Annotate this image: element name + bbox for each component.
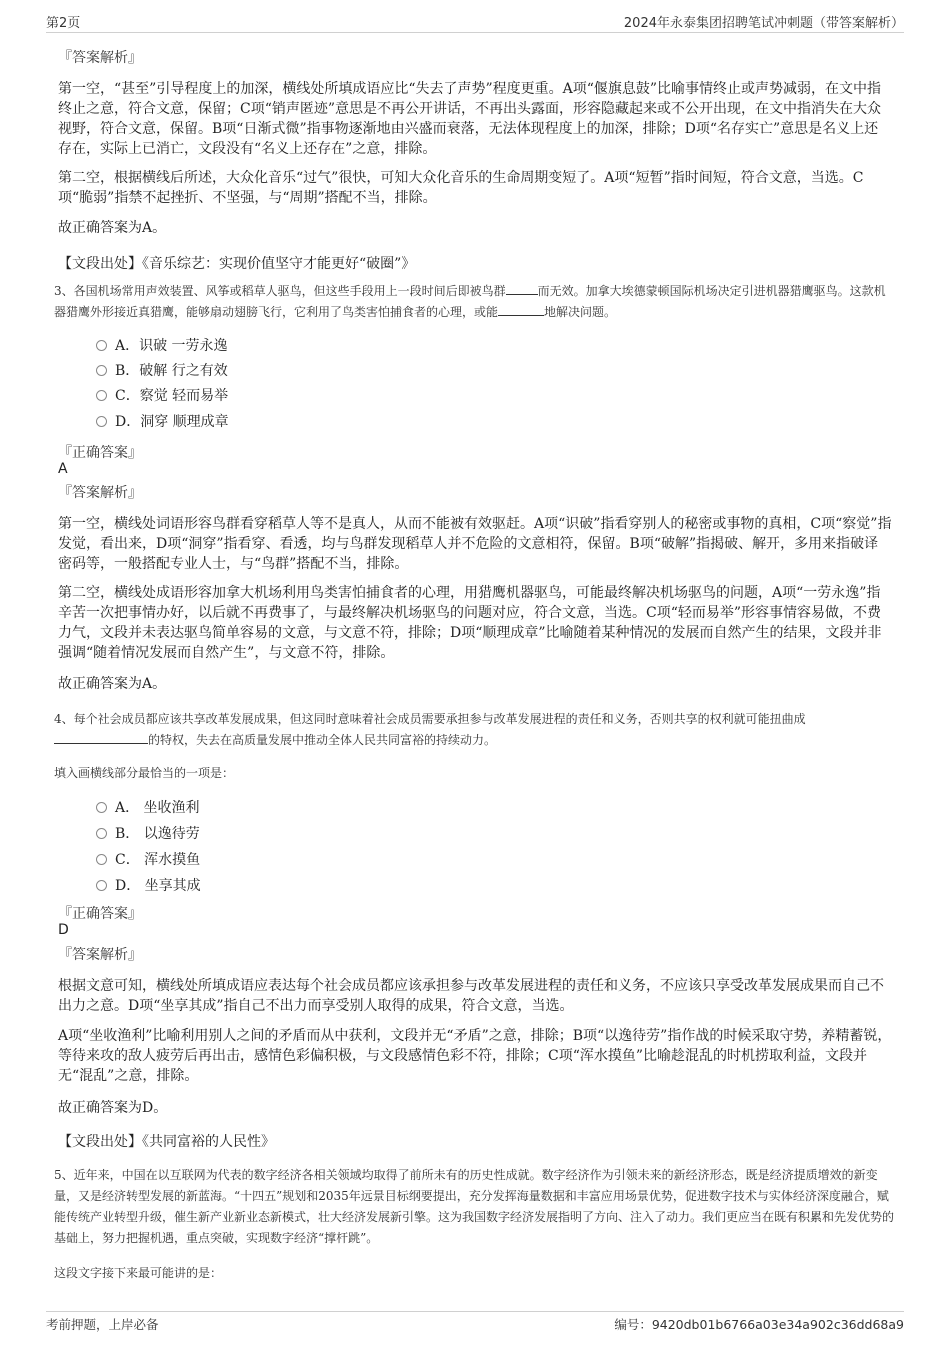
page-header bbox=[46, 12, 904, 33]
radio-icon[interactable] bbox=[96, 828, 107, 839]
page-footer bbox=[46, 1311, 904, 1332]
analysis-label: 『答案解析』 bbox=[58, 485, 142, 501]
source-citation: 【文段出处】《共同富裕的人民性》 bbox=[58, 1134, 275, 1150]
radio-icon[interactable] bbox=[96, 854, 107, 865]
answer-blank bbox=[506, 281, 538, 295]
radio-icon[interactable] bbox=[96, 802, 107, 813]
analysis-label: 『答案解析』 bbox=[58, 947, 142, 963]
radio-icon[interactable] bbox=[96, 416, 107, 427]
radio-icon[interactable] bbox=[96, 340, 107, 351]
answer-blank bbox=[498, 302, 544, 316]
option-b[interactable]: B．破解 行之有效 bbox=[96, 361, 228, 381]
analysis-paragraph: 第二空，根据横线后所述，大众化音乐“过气”很快，可知大众化音乐的生命周期变短了。A项“短暂”指时间短，符合文意，当选。C项“脆弱”指禁不起挫折、不坚强，与“周期”搭配不当，排除。 bbox=[58, 170, 864, 206]
radio-icon[interactable] bbox=[96, 880, 107, 891]
radio-icon[interactable] bbox=[96, 365, 107, 376]
option-c[interactable]: C．察觉 轻而易举 bbox=[96, 386, 228, 406]
analysis-paragraph: 第一空，横线处词语形容鸟群看穿稻草人等不是真人，从而不能被有效驱赶。A项“识破”指看穿别人的秘密或事物的真相，C项“察觉”指发觉，看出来，D项“洞穿”指看穿、看透，均与鸟群发现稻草人并不危险的文意相符，保留。B项“破解”指揭破、解开，多用来指破译密码等，一般搭配专业人士，与“鸟群”搭配不当，排除。 bbox=[58, 516, 892, 572]
analysis-paragraph: 第一空，“甚至”引导程度上的加深，横线处所填成语应比“失去了声势”程度更重。A项“偃旗息鼓”比喻事情终止或声势减弱，在文中指终止之意，符合文意，保留；C项“销声匿迹”意思是不再公开讲话，不再出头露面，形容隐藏起来或不公开出现，在文中指消失在大众视野，符合文意，保留。B项“日渐式微”指事物逐渐地由兴盛而衰落，无法体现程度上的加深，排除；D项“名存实亡”意思是名义上还存在，实际上已消亡，文段没有“名义上还存在”之意，排除。 bbox=[58, 81, 882, 157]
analysis-label: 『答案解析』 bbox=[58, 50, 142, 66]
analysis-paragraph: A项“坐收渔利”比喻利用别人之间的矛盾而从中获利，文段并无“矛盾”之意，排除；B项“以逸待劳”指作战的时候采取守势，养精蓄锐，等待来攻的敌人疲劳后再出击，感情色彩偏积极，与文段感情色彩不符，排除；C项“浑水摸鱼”比喻趁混乱的时机捞取利益，文段并无“混乱”之意，排除。 bbox=[58, 1028, 892, 1084]
answer-conclusion: 故正确答案为D。 bbox=[58, 1100, 168, 1116]
answer-conclusion: 故正确答案为A。 bbox=[58, 676, 167, 692]
question-prompt: 这段文字接下来最可能讲的是： bbox=[54, 1266, 223, 1280]
page-number: 第2页 bbox=[46, 16, 81, 31]
analysis-paragraph: 根据文意可知，横线处所填成语应表达每个社会成员都应该承担参与改革发展进程的责任和义务，不应该只享受改革发展成果而自己不出力之意。D项“坐享其成”指自己不出力而享受别人取得的成果，符合文意，当选。 bbox=[58, 978, 884, 1014]
question-stem: 3、各国机场常用声效装置、风筝或稻草人驱鸟，但这些手段用上一段时间后即被鸟群 而无效。加拿大埃德蒙顿国际机场决定引进机器猎鹰驱鸟。这款机器猎鹰外形接近真猎鹰，能够扇动翅膀飞行，它利用了鸟类害怕捕食者的心理，或能 地解决问题。 bbox=[54, 281, 896, 323]
option-a[interactable]: A． 坐收渔利 bbox=[96, 798, 200, 818]
question-prompt: 填入画横线部分最恰当的一项是： bbox=[54, 766, 235, 780]
analysis-paragraph: 第二空，横线处成语形容加拿大机场利用鸟类害怕捕食者的心理，用猎鹰机器驱鸟，可能最终解决机场驱鸟的问题，A项“一劳永逸”指辛苦一次把事情办好，以后就不再费事了，与最终解决机场驱鸟的问题对应，符合文意，当选。C项“轻而易举”形容事情容易做，不费力气，文段并未表达驱鸟简单容易的文意，与文意不符，排除；D项“顺理成章”比喻随着某种情况的发展而自然产生的结果，文段并非强调“随着情况发展而自然产生”，与文意不符，排除。 bbox=[58, 585, 882, 661]
answer-blank bbox=[54, 730, 148, 744]
question-stem: 4、每个社会成员都应该共享改革发展成果，但这同时意味着社会成员需要承担参与改革发展进程的责任和义务，否则共享的权利就可能扭曲成 的特权，失去在高质量发展中推动全体人民共同富裕的持续动力。 bbox=[54, 712, 806, 747]
radio-icon[interactable] bbox=[96, 390, 107, 401]
option-c[interactable]: C． 浑水摸鱼 bbox=[96, 850, 200, 870]
option-a[interactable]: A．识破 一劳永逸 bbox=[96, 336, 228, 356]
document-code: 编号：9420db01b6766a03e34a902c36dd68a9 bbox=[614, 1317, 904, 1332]
source-citation: 【文段出处】《音乐综艺：实现价值坚守才能更好“破圈”》 bbox=[58, 256, 416, 272]
option-d[interactable]: D． 坐享其成 bbox=[96, 876, 201, 896]
option-b[interactable]: B． 以逸待劳 bbox=[96, 824, 200, 844]
correct-answer-label: 『正确答案』 bbox=[58, 445, 142, 461]
answer-conclusion: 故正确答案为A。 bbox=[58, 220, 167, 236]
document-title: 2024年永泰集团招聘笔试冲刺题（带答案解析） bbox=[623, 16, 904, 31]
question-stem: 5、近年来，中国在以互联网为代表的数字经济各相关领域均取得了前所未有的历史性成就。数字经济作为引领未来的新经济形态，既是经济提质增效的新变量，又是经济转型发展的新蓝海。“十四五”规划和2035年远景目标纲要提出，充分发挥海量数据和丰富应用场景优势，促进数字技术与实体经济深度融合，赋能传统产业转型升级，催生新产业新业态新模式，壮大经济发展新引擎。这为我国数字经济发展指明了方向、注入了动力。我们更应当在既有积累和先发优势的基础上，努力把握机遇，重点突破，实现数字经济“撑杆跳”。 bbox=[54, 1168, 895, 1245]
option-d[interactable]: D．洞穿 顺理成章 bbox=[96, 412, 229, 432]
footer-slogan: 考前押题，上岸必备 bbox=[46, 1317, 159, 1332]
correct-answer: A bbox=[58, 461, 68, 477]
correct-answer-label: 『正确答案』 bbox=[58, 906, 142, 922]
correct-answer: D bbox=[58, 922, 69, 938]
